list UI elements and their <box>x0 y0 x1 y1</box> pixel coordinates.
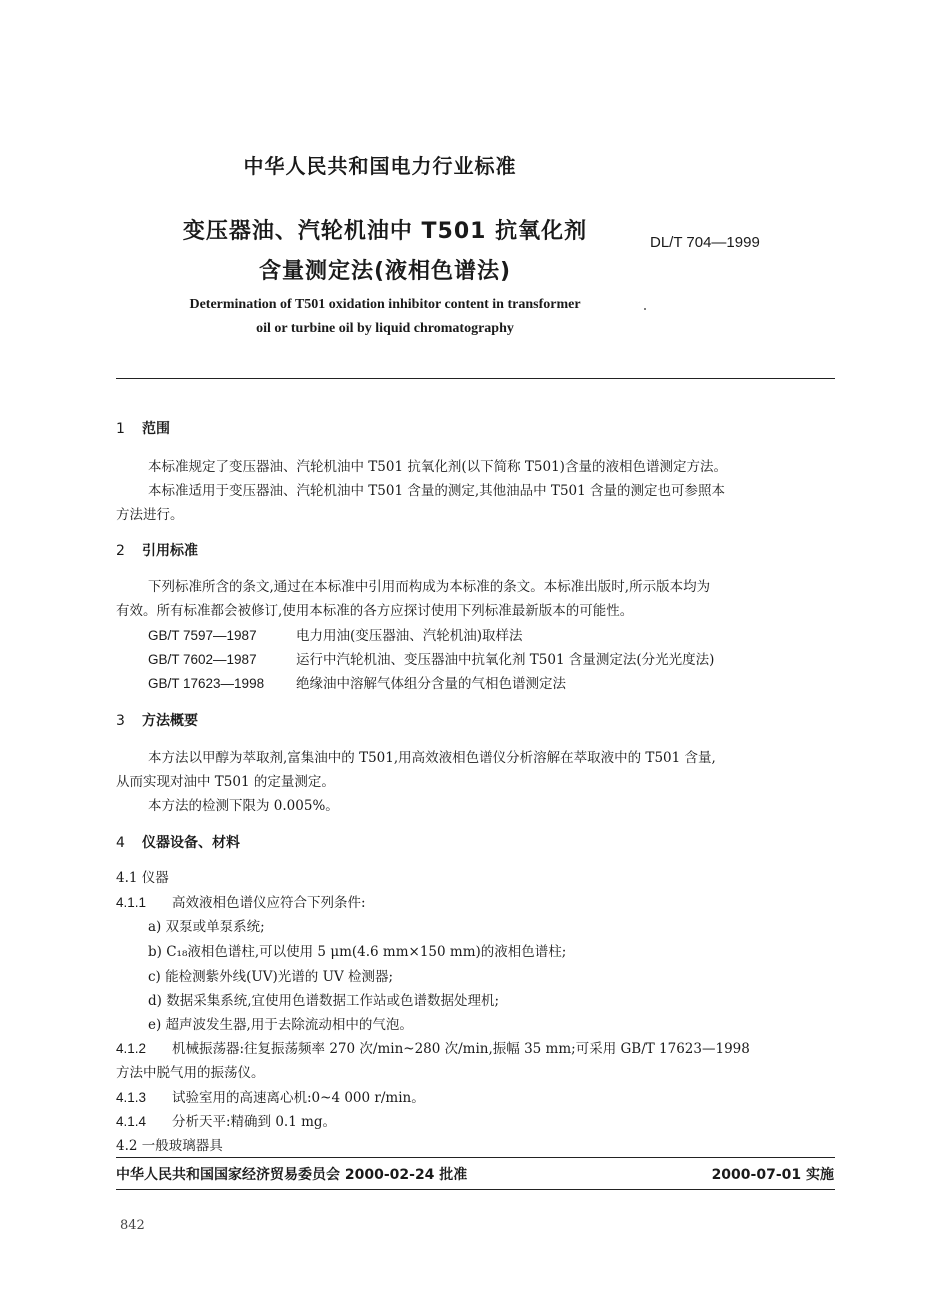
reference-code: GB/T 17623—1998 <box>148 676 265 691</box>
subsection-4-1-4 <box>116 1110 336 1130</box>
section-1-number: 1 <box>116 421 125 437</box>
scan-speck <box>644 308 646 310</box>
section-3-number: 3 <box>116 713 125 729</box>
section-1-heading <box>116 418 170 438</box>
section-2-paragraph-cont: 有效。所有标准都会被修订,使用本标准的各方应探讨使用下列标准最新版本的可能性。 <box>116 603 634 619</box>
footer-bottom-rule <box>116 1189 835 1190</box>
title-cn-line1: 变压器油、汽轮机油中 T501 抗氧化剂 <box>182 219 588 244</box>
subsection-4-1-3 <box>116 1086 425 1106</box>
section-2-paragraph: 下列标准所含的条文,通过在本标准中引用而构成为本标准的条文。本标准出版时,所示版本均为 <box>148 579 711 595</box>
subsection-4-2: 4.2 一般玻璃器具 <box>116 1138 223 1154</box>
section-2-number: 2 <box>116 543 125 559</box>
list-item: d) 数据采集系统,宜使用色谱数据工作站或色谱数据处理机; <box>148 993 500 1009</box>
reference-code: GB/T 7597—1987 <box>148 628 257 643</box>
section-3-paragraph-2: 本方法的检测下限为 0.005%。 <box>148 798 339 814</box>
section-1-title: 范围 <box>142 421 170 437</box>
subsection-4-1-1 <box>116 891 366 911</box>
section-4-heading <box>116 832 240 852</box>
section-4-number: 4 <box>116 835 125 851</box>
subsection-number: 4.1.1 <box>116 895 147 910</box>
reference-item <box>148 648 714 668</box>
subsection-number: 4.1.3 <box>116 1090 147 1105</box>
subsection-text: 分析天平:精确到 0.1 mg。 <box>172 1114 337 1130</box>
title-cn-line2: 含量测定法(液相色谱法) <box>258 259 512 284</box>
effective-date: 2000-07-01 实施 <box>711 1167 834 1183</box>
subsection-text: 试验室用的高速离心机:0~4 000 r/min。 <box>172 1090 425 1106</box>
section-1-paragraph-1: 本标准规定了变压器油、汽轮机油中 T501 抗氧化剂(以下简称 T501)含量的液相色谱测定方法。 <box>148 459 727 475</box>
reference-item <box>148 672 566 692</box>
standard-type: 中华人民共和国电力行业标准 <box>243 154 517 178</box>
subsection-text: 机械振荡器:往复振荡频率 270 次/min~280 次/min,振幅 35 mm;可采用 GB/T 17623—1998 <box>172 1041 750 1057</box>
section-2-title: 引用标准 <box>142 543 198 559</box>
subsection-4-1-2 <box>116 1037 750 1057</box>
subsection-number: 4.1.2 <box>116 1041 147 1056</box>
header-divider <box>116 378 835 379</box>
reference-code: GB/T 7602—1987 <box>148 652 257 667</box>
approval-line: 中华人民共和国国家经济贸易委员会 2000-02-24 批准 <box>116 1167 468 1183</box>
footer-divider <box>116 1157 835 1158</box>
list-item: e) 超声波发生器,用于去除流动相中的气泡。 <box>148 1017 413 1033</box>
page-number: 842 <box>120 1218 145 1233</box>
reference-name: 电力用油(变压器油、汽轮机油)取样法 <box>296 628 523 644</box>
reference-name: 绝缘油中溶解气体组分含量的气相色谱测定法 <box>296 676 566 692</box>
title-en-line1: Determination of T501 oxidation inhibitor content in transformer <box>189 297 581 312</box>
list-item: b) C₁₈液相色谱柱,可以使用 5 μm(4.6 mm×150 mm)的液相色谱柱; <box>148 944 567 960</box>
section-3-paragraph-1: 本方法以甲醇为萃取剂,富集油中的 T501,用高效液相色谱仪分析溶解在萃取液中的 T501 含量, <box>148 750 716 766</box>
section-3-heading <box>116 710 198 730</box>
subsection-4-1: 4.1 仪器 <box>116 870 169 886</box>
subsection-text: 高效液相色谱仪应符合下列条件: <box>172 895 366 911</box>
standard-code: DL/T 704—1999 <box>650 234 760 251</box>
list-item: a) 双泵或单泵系统; <box>148 919 265 935</box>
section-1-paragraph-2-cont: 方法进行。 <box>116 507 184 523</box>
section-4-title: 仪器设备、材料 <box>142 835 240 851</box>
title-en-line2: oil or turbine oil by liquid chromatography <box>256 321 514 336</box>
subsection-4-1-2-cont: 方法中脱气用的振荡仪。 <box>116 1065 265 1081</box>
section-3-paragraph-1-cont: 从而实现对油中 T501 的定量测定。 <box>116 774 335 790</box>
reference-name: 运行中汽轮机油、变压器油中抗氧化剂 T501 含量测定法(分光光度法) <box>296 652 715 668</box>
section-1-paragraph-2: 本标准适用于变压器油、汽轮机油中 T501 含量的测定,其他油品中 T501 含量的测定也可参照本 <box>148 483 725 499</box>
list-item: c) 能检测紫外线(UV)光谱的 UV 检测器; <box>148 969 394 985</box>
reference-item <box>148 624 523 644</box>
section-2-heading <box>116 540 198 560</box>
subsection-number: 4.1.4 <box>116 1114 147 1129</box>
section-3-title: 方法概要 <box>142 713 198 729</box>
